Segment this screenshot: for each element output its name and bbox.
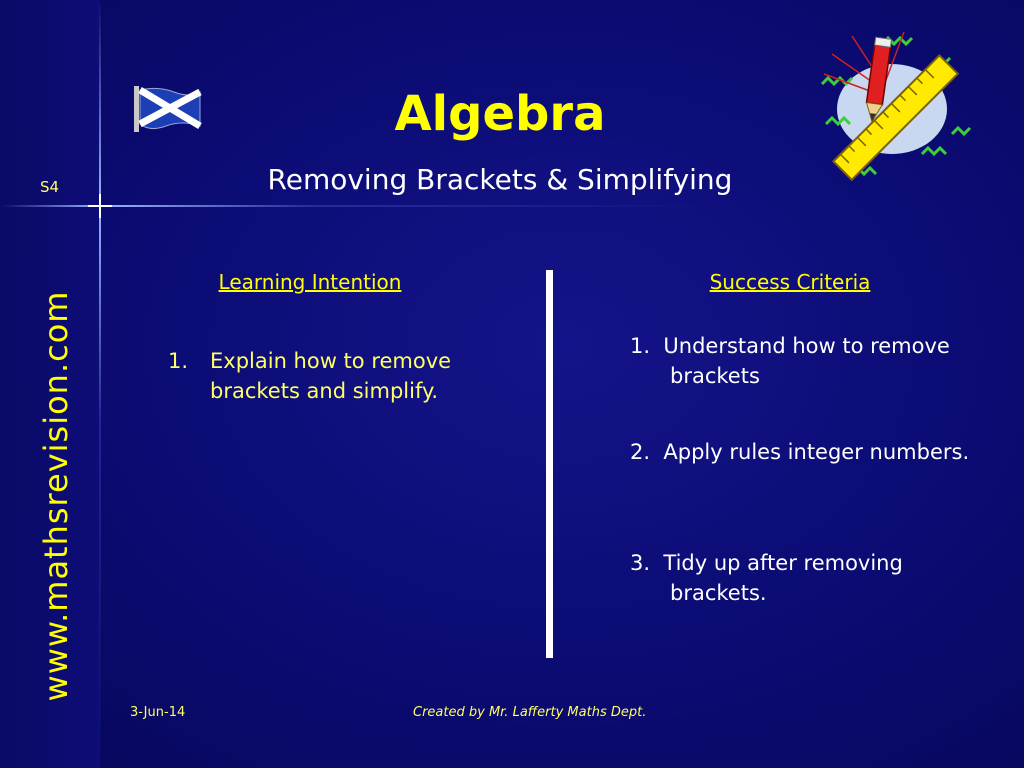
item-number: 1.: [168, 349, 189, 373]
footer-date: 3-Jun-14: [130, 705, 186, 720]
column-divider: [546, 270, 553, 658]
item-text-continued: brackets and simplify.: [210, 379, 439, 403]
item-text: Tidy up after removing: [663, 551, 903, 575]
success-criteria-item: [630, 331, 1020, 391]
item-text-continued: brackets: [670, 364, 760, 388]
item-number: 2.: [630, 440, 651, 464]
success-criteria-item: [630, 437, 1020, 467]
item-number: 3.: [630, 551, 651, 575]
horizontal-accent-line: [0, 205, 1024, 207]
learning-intention-heading: Learning Intention: [218, 270, 402, 294]
level-label: S4: [40, 178, 60, 196]
success-criteria-item: [630, 548, 1020, 608]
item-number: 1.: [630, 334, 651, 358]
item-text: Explain how to remove: [210, 349, 452, 373]
item-text: Apply rules integer numbers.: [663, 440, 970, 464]
footer-credit: Created by Mr. Lafferty Maths Dept.: [413, 705, 647, 720]
sparkle-icon: [88, 194, 112, 218]
website-url: www.mathsrevision.com: [37, 290, 75, 702]
page-title: Algebra: [394, 86, 606, 142]
vertical-accent-line: [99, 0, 101, 768]
pencil-ruler-icon: [812, 24, 982, 194]
scottish-flag-icon: [134, 86, 204, 132]
page-subtitle: Removing Brackets & Simplifying: [267, 163, 733, 196]
learning-intention-item: [168, 346, 488, 406]
item-text: Understand how to remove: [663, 334, 950, 358]
item-text-continued: brackets.: [670, 581, 767, 605]
success-criteria-heading: Success Criteria: [709, 270, 871, 294]
